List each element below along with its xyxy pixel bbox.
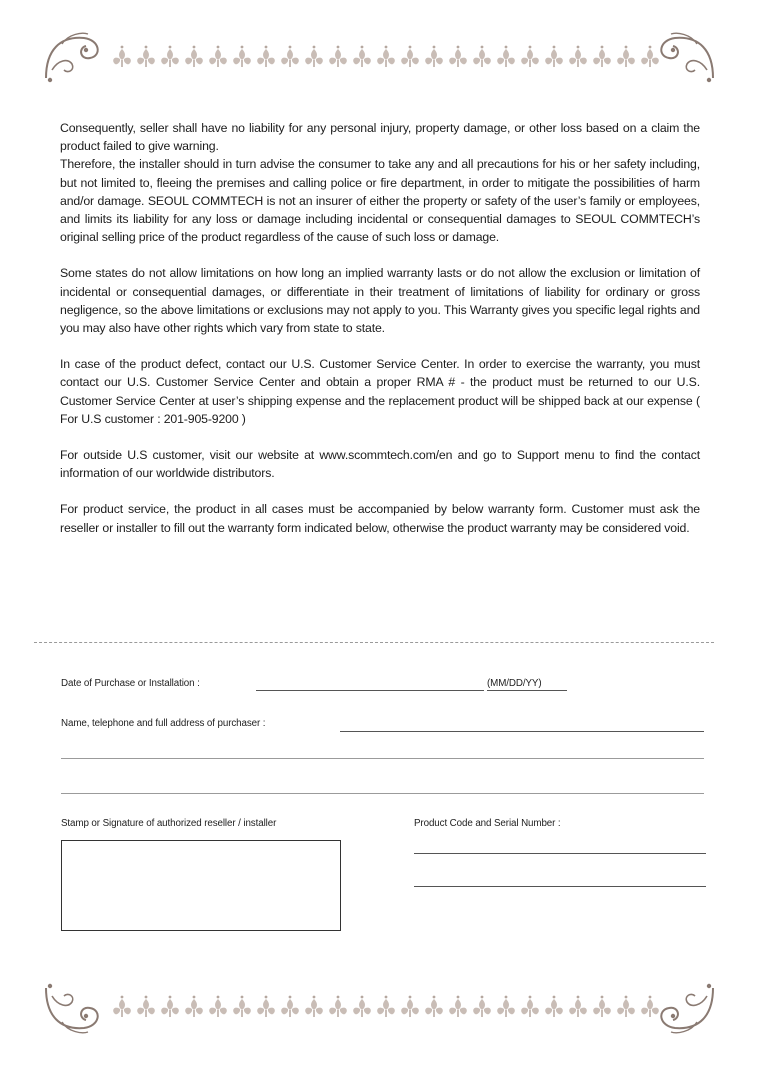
cut-line-divider bbox=[34, 642, 714, 643]
top-ornamental-border bbox=[42, 30, 717, 86]
bottom-ornamental-border bbox=[42, 980, 717, 1036]
purchaser-info-label: Name, telephone and full address of purchaser : bbox=[61, 718, 266, 729]
date-format-underline bbox=[487, 690, 567, 691]
paragraph-liability: Consequently, seller shall have no liability for any personal injury, property damage, or other loss based on a claim the product failed to give warning. bbox=[60, 121, 700, 154]
paragraph-product-service: For product service, the product in all cases must be accompanied by below warranty form. Customer must ask the reseller or installer to fill out the warranty form indicated below, otherwise the product warranty may be considered void. bbox=[60, 502, 700, 535]
purchaser-info-field-line-1[interactable] bbox=[340, 731, 704, 732]
product-code-serial-label: Product Code and Serial Number : bbox=[414, 818, 561, 829]
date-of-purchase-label: Date of Purchase or Installation : bbox=[61, 678, 200, 689]
purchaser-info-field-line-3[interactable] bbox=[61, 793, 704, 794]
serial-number-field[interactable] bbox=[414, 886, 706, 887]
product-code-field[interactable] bbox=[414, 853, 706, 854]
stamp-signature-box[interactable] bbox=[61, 840, 341, 931]
date-of-purchase-field[interactable] bbox=[256, 690, 484, 691]
warranty-body-text bbox=[60, 119, 700, 555]
purchaser-info-field-line-2[interactable] bbox=[61, 758, 704, 759]
date-format-hint: (MM/DD/YY) bbox=[487, 678, 542, 689]
paragraph-state-limitations: Some states do not allow limitations on how long an implied warranty lasts or do not allow the exclusion or limitation of incidental or consequential damages, or differentiate in their treatment of limitations of liability for ordinary or gross negligence, so the above limitations or exclusions may not apply to you. This Warranty gives you specific legal rights and you may also have other rights which vary from state to state. bbox=[60, 266, 700, 336]
fleur-de-lis-border-icon bbox=[42, 30, 717, 86]
paragraph-precautions: Therefore, the installer should in turn advise the consumer to take any and all precautions for his or her safety including, but not limited to, fleeing the premises and calling police or fire department, in order to mitigate the possibilities of harm and/or damage. SEOUL COMMTECH is not an insurer of either the property or safety of the user’s family or employees, and limits its liability for any loss or damage including incidental or consequential damages to SEOUL COMMTECH’s original selling price of the product regardless of the cause of such loss or damage. bbox=[60, 157, 700, 245]
stamp-signature-label: Stamp or Signature of authorized reseller / installer bbox=[61, 818, 277, 829]
paragraph-product-defect: In case of the product defect, contact our U.S. Customer Service Center. In order to exercise the warranty, you must contact our U.S. Customer Service Center and obtain a proper RMA # - the product must be returned to our U.S. Customer Service Center at user’s shipping expense and the replacement product will be shipped back at our expense ( For U.S customer : 201-905-9200 ) bbox=[60, 357, 700, 426]
paragraph-outside-us: For outside U.S customer, visit our website at www.scommtech.com/en and go to Support menu to find the contact information of our worldwide distributors. bbox=[60, 448, 700, 481]
fleur-de-lis-border-icon bbox=[42, 980, 717, 1036]
